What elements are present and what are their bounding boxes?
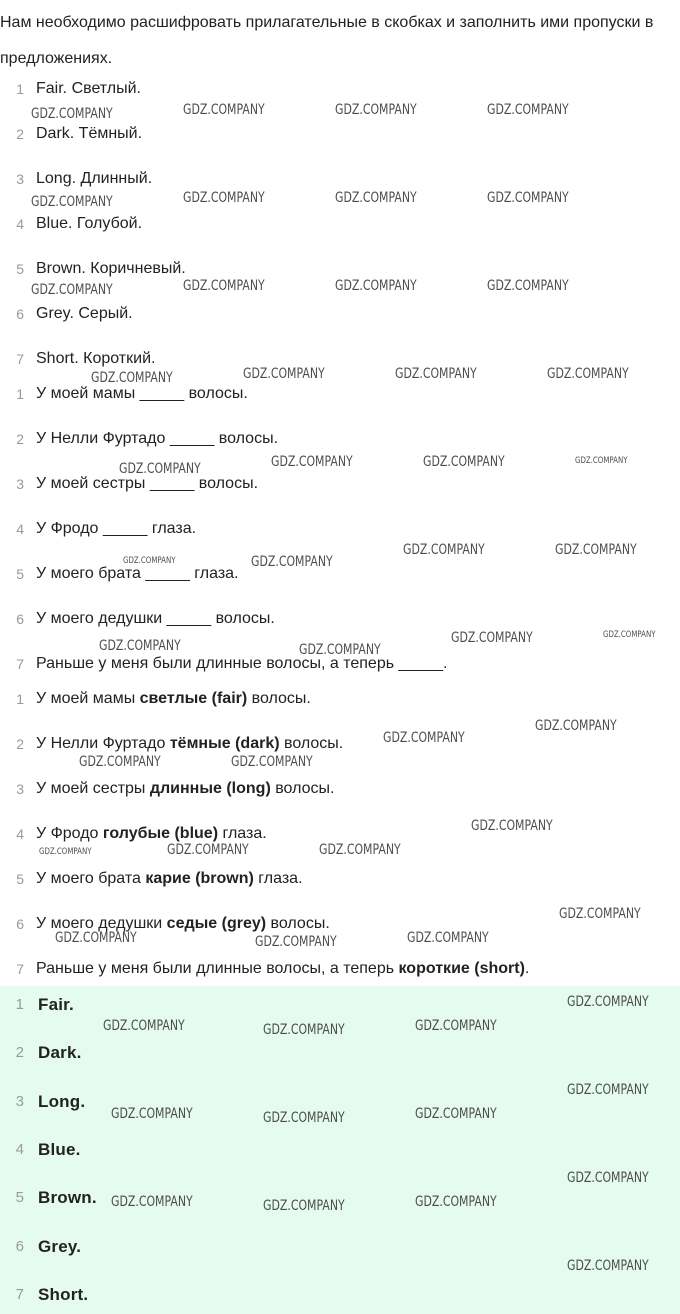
item-number: 1 xyxy=(15,996,24,1013)
watermark: GDZ.COMPANY xyxy=(567,1082,649,1098)
watermark: GDZ.COMPANY xyxy=(263,1198,345,1214)
watermark: GDZ.COMPANY xyxy=(603,630,656,640)
item-number: 5 xyxy=(16,261,24,277)
watermark: GDZ.COMPANY xyxy=(407,930,489,946)
item-text: Brown. Коричневый. xyxy=(36,260,186,277)
item-text: У моей мамы _____ волосы. xyxy=(36,385,248,402)
item-number: 3 xyxy=(16,171,24,187)
item-text: Раньше у меня были длинные волосы, а теперь короткие (short). xyxy=(36,960,530,977)
watermark: GDZ.COMPANY xyxy=(395,366,477,382)
watermark: GDZ.COMPANY xyxy=(423,454,505,470)
watermark: GDZ.COMPANY xyxy=(183,278,265,294)
watermark: GDZ.COMPANY xyxy=(99,638,181,654)
watermark: GDZ.COMPANY xyxy=(119,461,201,477)
watermark: GDZ.COMPANY xyxy=(567,994,649,1010)
watermark: GDZ.COMPANY xyxy=(251,554,333,570)
item-number: 4 xyxy=(16,521,24,537)
watermark: GDZ.COMPANY xyxy=(415,1106,497,1122)
watermark: GDZ.COMPANY xyxy=(335,190,417,206)
watermark: GDZ.COMPANY xyxy=(111,1194,193,1210)
watermark: GDZ.COMPANY xyxy=(123,556,176,566)
item-number: 6 xyxy=(16,611,24,627)
watermark: GDZ.COMPANY xyxy=(555,542,637,558)
watermark: GDZ.COMPANY xyxy=(403,542,485,558)
answer-word: короткие (short) xyxy=(398,960,525,977)
watermark: GDZ.COMPANY xyxy=(183,102,265,118)
watermark: GDZ.COMPANY xyxy=(535,718,617,734)
item-text: У Нелли Фуртадо тёмные (dark) волосы. xyxy=(36,735,344,752)
item-text: Blue. Голубой. xyxy=(36,215,143,232)
watermark: GDZ.COMPANY xyxy=(263,1022,345,1038)
item-number: 6 xyxy=(16,306,24,322)
watermark: GDZ.COMPANY xyxy=(559,906,641,922)
item-number: 5 xyxy=(15,1189,24,1206)
item-number: 4 xyxy=(15,1141,24,1158)
item-number: 4 xyxy=(16,826,24,842)
answer-word: тёмные (dark) xyxy=(169,735,280,752)
answer-word: светлые (fair) xyxy=(139,690,248,707)
item-text: У моей мамы светлые (fair) волосы. xyxy=(36,690,311,707)
watermark: GDZ.COMPANY xyxy=(415,1194,497,1210)
watermark: GDZ.COMPANY xyxy=(31,194,113,210)
item-text: Fair. Светлый. xyxy=(36,80,141,97)
item-text: Short. Короткий. xyxy=(36,350,156,367)
item-text: Раньше у меня были длинные волосы, а теперь _____. xyxy=(36,655,448,672)
watermark: GDZ.COMPANY xyxy=(55,930,137,946)
watermark: GDZ.COMPANY xyxy=(487,102,569,118)
item-text: Long. Длинный. xyxy=(36,170,153,187)
item-text: Grey. xyxy=(38,1237,82,1256)
item-text: Brown. xyxy=(38,1188,97,1207)
item-number: 6 xyxy=(15,1238,24,1255)
watermark: GDZ.COMPANY xyxy=(567,1258,649,1274)
item-text: Dark. Тёмный. xyxy=(36,125,143,142)
watermark: GDZ.COMPANY xyxy=(263,1110,345,1126)
item-text: Blue. xyxy=(38,1140,81,1159)
watermark: GDZ.COMPANY xyxy=(271,454,353,470)
item-number: 1 xyxy=(16,691,24,707)
item-text: У моего брата карие (brown) глаза. xyxy=(36,870,303,887)
item-text: Short. xyxy=(38,1285,89,1304)
item-text: У моей сестры _____ волосы. xyxy=(36,475,259,492)
watermark: GDZ.COMPANY xyxy=(79,754,161,770)
item-text: У Нелли Фуртадо _____ волосы. xyxy=(36,430,279,447)
watermark: GDZ.COMPANY xyxy=(487,190,569,206)
watermark: GDZ.COMPANY xyxy=(39,847,92,857)
watermark: GDZ.COMPANY xyxy=(31,106,113,122)
item-number: 4 xyxy=(16,216,24,232)
item-number: 3 xyxy=(16,781,24,797)
watermark: GDZ.COMPANY xyxy=(167,842,249,858)
watermark: GDZ.COMPANY xyxy=(451,630,533,646)
item-text: У Фродо _____ глаза. xyxy=(36,520,197,537)
item-text: У моего дедушки _____ волосы. xyxy=(36,610,275,627)
item-number: 7 xyxy=(16,656,24,672)
item-number: 7 xyxy=(16,351,24,367)
item-number: 3 xyxy=(15,1093,24,1110)
watermark: GDZ.COMPANY xyxy=(319,842,401,858)
watermark: GDZ.COMPANY xyxy=(243,366,325,382)
watermark: GDZ.COMPANY xyxy=(487,278,569,294)
item-number: 5 xyxy=(16,871,24,887)
item-text: Dark. xyxy=(38,1043,82,1062)
watermark: GDZ.COMPANY xyxy=(415,1018,497,1034)
item-number: 7 xyxy=(16,961,24,977)
item-text: Grey. Серый. xyxy=(36,305,133,322)
watermark: GDZ.COMPANY xyxy=(103,1018,185,1034)
watermark: GDZ.COMPANY xyxy=(111,1106,193,1122)
item-number: 5 xyxy=(16,566,24,582)
item-number: 1 xyxy=(16,81,24,97)
watermark: GDZ.COMPANY xyxy=(547,366,629,382)
answer-word: длинные (long) xyxy=(149,780,271,797)
answer-word: голубые (blue) xyxy=(102,825,219,842)
item-number: 2 xyxy=(16,126,24,142)
watermark: GDZ.COMPANY xyxy=(471,818,553,834)
watermark: GDZ.COMPANY xyxy=(335,278,417,294)
watermark: GDZ.COMPANY xyxy=(255,934,337,950)
item-number: 6 xyxy=(16,916,24,932)
watermark: GDZ.COMPANY xyxy=(567,1170,649,1186)
watermark: GDZ.COMPANY xyxy=(299,642,381,658)
item-text: Fair. xyxy=(38,995,74,1014)
watermark: GDZ.COMPANY xyxy=(183,190,265,206)
item-number: 2 xyxy=(16,736,24,752)
watermark: GDZ.COMPANY xyxy=(335,102,417,118)
item-text: У моего дедушки седые (grey) волосы. xyxy=(36,915,330,932)
item-number: 1 xyxy=(16,386,24,402)
watermark: GDZ.COMPANY xyxy=(575,456,628,466)
answer-word: седые (grey) xyxy=(166,915,267,932)
watermark: GDZ.COMPANY xyxy=(91,370,173,386)
item-text: У моего брата _____ глаза. xyxy=(36,565,239,582)
watermark: GDZ.COMPANY xyxy=(231,754,313,770)
item-text: Long. xyxy=(38,1092,86,1111)
item-number: 3 xyxy=(16,476,24,492)
intro-text: Нам необходимо расшифровать прилагательные в скобках и заполнить ими пропуски в предложениях. xyxy=(0,14,654,67)
item-number: 2 xyxy=(16,431,24,447)
item-number: 7 xyxy=(15,1286,24,1303)
answer-word: карие (brown) xyxy=(145,870,254,887)
item-text: У моей сестры длинные (long) волосы. xyxy=(36,780,335,797)
watermark: GDZ.COMPANY xyxy=(31,282,113,298)
item-number: 2 xyxy=(15,1044,24,1061)
item-text: У Фродо голубые (blue) глаза. xyxy=(36,825,267,842)
watermark: GDZ.COMPANY xyxy=(383,730,465,746)
